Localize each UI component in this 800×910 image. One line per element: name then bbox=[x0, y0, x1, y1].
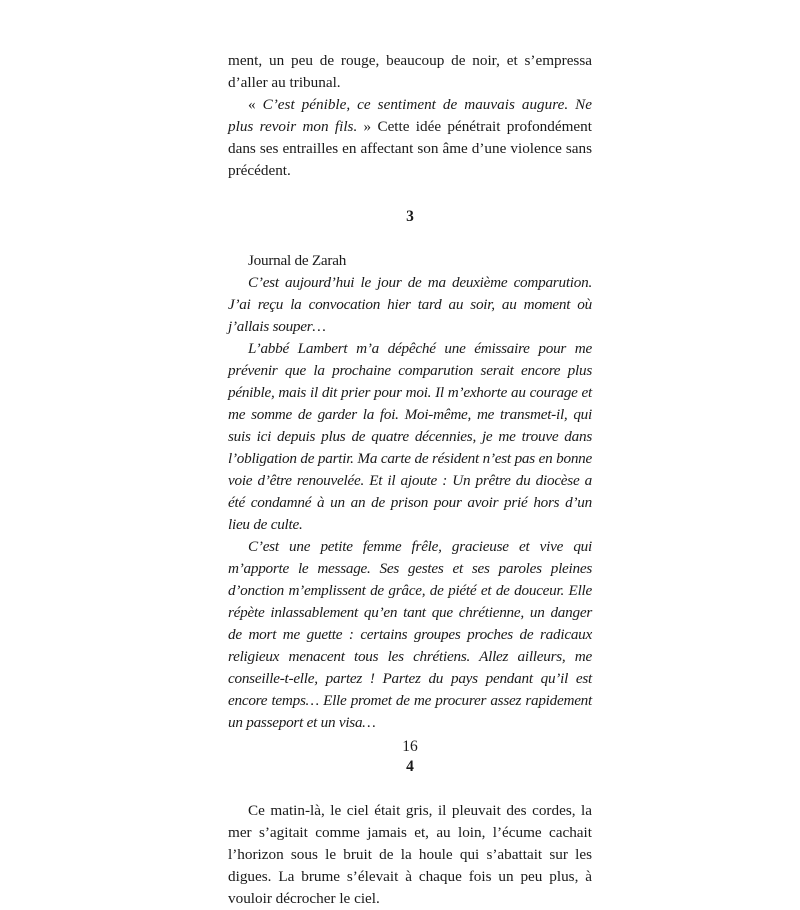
intro-section bbox=[228, 50, 592, 182]
open-quote: « bbox=[248, 96, 263, 113]
journal-title: Journal de Zarah bbox=[248, 252, 347, 269]
intro-paragraph-1: ment, un peu de rouge, beaucoup de noir, et s’empressa d’aller au tribunal. bbox=[228, 52, 592, 91]
italic-quote: C’est pénible, ce sentiment de mauvais augure. Ne plus revoir mon fils. bbox=[228, 96, 592, 135]
journal-paragraph-3: C’est une petite femme frêle, gracieuse et vive qui m’apporte le message. Ses gestes et ses paroles pleines d’onction m’emplissent de grâce, de piété et de douceur. Elle répète inlassablement qu’en tant que chrétienne, un danger de mort me guette : certains groupes proches de radicaux religieux menacent tous les chrétiens. Allez ailleurs, me conseille-t-elle, partez ! Partez du pays pendant qu’il est encore temps… Elle promet de me procurer assez rapidement un passeport et un visa… bbox=[228, 538, 592, 731]
quote-continuation: » Cette idée pénétrait profondément dans ses entrailles en affectant son âme d’une violence sans précédent. bbox=[228, 118, 592, 179]
journal-paragraph-1: C’est aujourd’hui le jour de ma deuxième comparution. J’ai reçu la convocation hier tard au soir, au moment où j’allais souper… bbox=[228, 274, 592, 335]
page-number: 16 bbox=[402, 738, 418, 755]
journal-paragraph-2: L’abbé Lambert m’a dépêché une émissaire pour me prévenir que la prochaine comparution serait encore plus pénible, mais il dit prier pour moi. Il m’exhorte au courage et me somme de garder la foi. Moi-même, me transmet-il, qui suis ici depuis plus de quatre décennies, je me trouve dans l’obligation de partir. Ma carte de résident n’est pas en bonne voie d’être renouvelée. Et il ajoute : Un prêtre du diocèse a été condamné à un an de prison pour avoir prié hors d’un lieu de culte. bbox=[228, 340, 592, 533]
section-number-3: 3 bbox=[406, 208, 414, 225]
section-number-4: 4 bbox=[406, 758, 414, 775]
section4-paragraph: Ce matin-là, le ciel était gris, il pleuvait des cordes, la mer s’agitait comme jamais et, au loin, l’écume cachait l’horizon sous le bruit de la houle qui s’abattait sur les digues. La brume s’élevait à chaque fois un peu plus, à vouloir décrocher le ciel. bbox=[228, 802, 592, 907]
book-page bbox=[228, 50, 592, 910]
intro-paragraph-2 bbox=[228, 94, 592, 182]
journal-section bbox=[228, 250, 592, 734]
